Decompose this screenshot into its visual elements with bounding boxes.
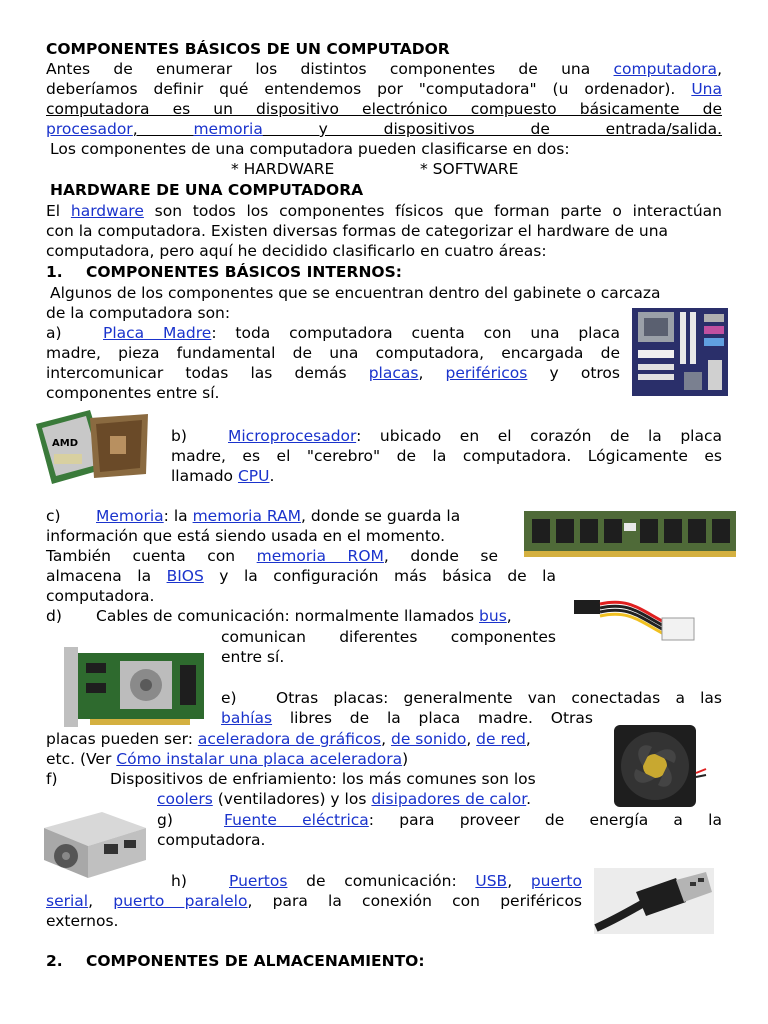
item-d-line-3: entre sí. (221, 648, 285, 666)
item-f-line-2: coolers (ventiladores) y los disipadores de calor. (157, 790, 532, 808)
link-hardware[interactable]: hardware (70, 202, 144, 220)
section-1-number: 1. (46, 263, 63, 281)
item-h-line-2: serial, puerto paralelo, para la conexión con periféricos (46, 892, 583, 910)
item-c-line-5: computadora. (46, 587, 155, 605)
item-e-line-4: etc. (Ver Cómo instalar una placa aceleradora) (46, 750, 409, 768)
link-cpu[interactable]: CPU (237, 467, 270, 485)
link-bahias[interactable]: bahías (221, 709, 273, 727)
svg-text:AMD: AMD (52, 438, 78, 449)
intro-line-5: Los componentes de una computadora pueden clasificarse en dos: (50, 140, 570, 158)
item-b-line-1: Microprocesador: ubicado en el corazón de la placa (228, 427, 722, 445)
fan-image (610, 723, 710, 809)
link-placa-madre[interactable]: Placa Madre (103, 324, 212, 342)
hardware-text-1: El hardware son todos los componentes físicos que forman parte o interactúan (46, 202, 722, 220)
section-1-text-2: de la computadora son: (46, 304, 231, 322)
link-memoria-ram[interactable]: memoria RAM (192, 507, 302, 525)
item-d-line-1: Cables de comunicación: normalmente llamados bus, (96, 607, 512, 625)
intro-line-3[interactable]: computadora es un dispositivo electrónico compuesto básicamente de (46, 100, 722, 118)
item-h-line-1: Puertos de comunicación: USB, puerto (229, 872, 582, 890)
item-a-mark: a) (46, 324, 62, 342)
item-e-line-3: placas pueden ser: aceleradora de gráficos, de sonido, de red, (46, 730, 531, 748)
link-memoria-c[interactable]: Memoria (96, 507, 164, 525)
item-c-line-3: También cuenta con memoria ROM, donde se (46, 547, 498, 565)
software-label: * SOFTWARE (420, 160, 519, 178)
link-perifericos[interactable]: periféricos (445, 364, 528, 382)
link-de-red[interactable]: de red (476, 730, 526, 748)
power-supply-image (40, 804, 150, 882)
usb-cable-image (594, 868, 714, 934)
item-f-mark: f) (46, 770, 58, 788)
item-f-line-1: Dispositivos de enfriamiento: los más comunes son los (110, 770, 536, 788)
cpu-image (32, 406, 152, 490)
item-h-line-3: externos. (46, 912, 119, 930)
item-c-line-2: información que está siendo usada en el momento. (46, 527, 446, 545)
link-coolers[interactable]: coolers (157, 790, 213, 808)
link-placas[interactable]: placas (368, 364, 419, 382)
link-aceleradora-graficos[interactable]: aceleradora de gráficos (197, 730, 382, 748)
item-e-mark: e) (221, 689, 237, 707)
hardware-text-2: con la computadora. Existen diversas formas de categorizar el hardware de una (46, 222, 669, 240)
hardware-label: * HARDWARE (231, 160, 335, 178)
page-title: COMPONENTES BÁSICOS DE UN COMPUTADOR (46, 40, 450, 58)
link-de-sonido[interactable]: de sonido (390, 730, 467, 748)
motherboard-image (630, 306, 730, 398)
item-a-line-4: componentes entre sí. (46, 384, 220, 402)
item-g-line-2: computadora. (157, 831, 266, 849)
intro-line-1: Antes de enumerar los distintos componentes de una computadora, (46, 60, 722, 78)
section-1-text-1: Algunos de los componentes que se encuentran dentro del gabinete o carcaza (50, 284, 661, 302)
item-a-line-1: Placa Madre: toda computadora cuenta con una placa (103, 324, 620, 342)
item-b-line-2: madre, es el "cerebro" de la computadora. Lógicamente es (171, 447, 722, 465)
item-b-line-3: llamado CPU. (171, 467, 275, 485)
item-c-line-4: almacena la BIOS y la configuración más básica de la (46, 567, 556, 585)
item-a-line-2: madre, pieza fundamental de una computadora, encargada de (46, 344, 620, 362)
link-fuente-electrica[interactable]: Fuente eléctrica (224, 811, 369, 829)
link-puerto[interactable]: puerto (530, 872, 582, 890)
power-cable-image (568, 578, 708, 650)
section-1-title: COMPONENTES BÁSICOS INTERNOS: (86, 263, 402, 281)
item-g-mark: g) (157, 811, 173, 829)
item-d-line-2: comunican diferentes componentes (221, 628, 556, 646)
link-procesador[interactable]: procesador (46, 120, 133, 138)
link-microprocesador[interactable]: Microprocesador (228, 427, 357, 445)
graphics-card-image (60, 643, 210, 733)
link-memoria[interactable]: memoria (193, 120, 263, 138)
item-c-mark: c) (46, 507, 61, 525)
link-una[interactable]: Una (691, 80, 722, 98)
section-2-title: COMPONENTES DE ALMACENAMIENTO: (86, 952, 425, 970)
section-2-number: 2. (46, 952, 63, 970)
link-bios[interactable]: BIOS (166, 567, 204, 585)
link-usb[interactable]: USB (475, 872, 508, 890)
item-b-mark: b) (171, 427, 187, 445)
link-bus[interactable]: bus (479, 607, 507, 625)
link-disipadores[interactable]: disipadores de calor (371, 790, 527, 808)
link-computadora[interactable]: computadora (613, 60, 718, 78)
link-memoria-rom[interactable]: memoria ROM (256, 547, 384, 565)
item-c-line-1: Memoria: la memoria RAM, donde se guarda la (96, 507, 461, 525)
link-puertos[interactable]: Puertos (229, 872, 288, 890)
hardware-heading: HARDWARE DE UNA COMPUTADORA (50, 181, 364, 199)
item-a-line-3: intercomunicar todas las demás placas, periféricos y otros (46, 364, 620, 382)
intro-line-4: procesador, memoria y dispositivos de entrada/salida. (46, 120, 722, 138)
link-instalar-placa[interactable]: Cómo instalar una placa aceleradora (116, 750, 403, 768)
item-g-line-1: Fuente eléctrica: para proveer de energía a la (224, 811, 722, 829)
link-puerto-paralelo[interactable]: puerto paralelo (113, 892, 248, 910)
ram-module-image (520, 505, 740, 565)
item-e-line-1: Otras placas: generalmente van conectadas a las (276, 689, 722, 707)
link-serial[interactable]: serial (46, 892, 89, 910)
item-e-line-2: bahías libres de la placa madre. Otras (221, 709, 593, 727)
item-d-mark: d) (46, 607, 62, 625)
hardware-text-3: computadora, pero aquí he decidido clasificarlo en cuatro áreas: (46, 242, 547, 260)
item-h-mark: h) (171, 872, 187, 890)
intro-line-2: deberíamos definir qué entendemos por "computadora" (u ordenador). Una (46, 80, 722, 98)
